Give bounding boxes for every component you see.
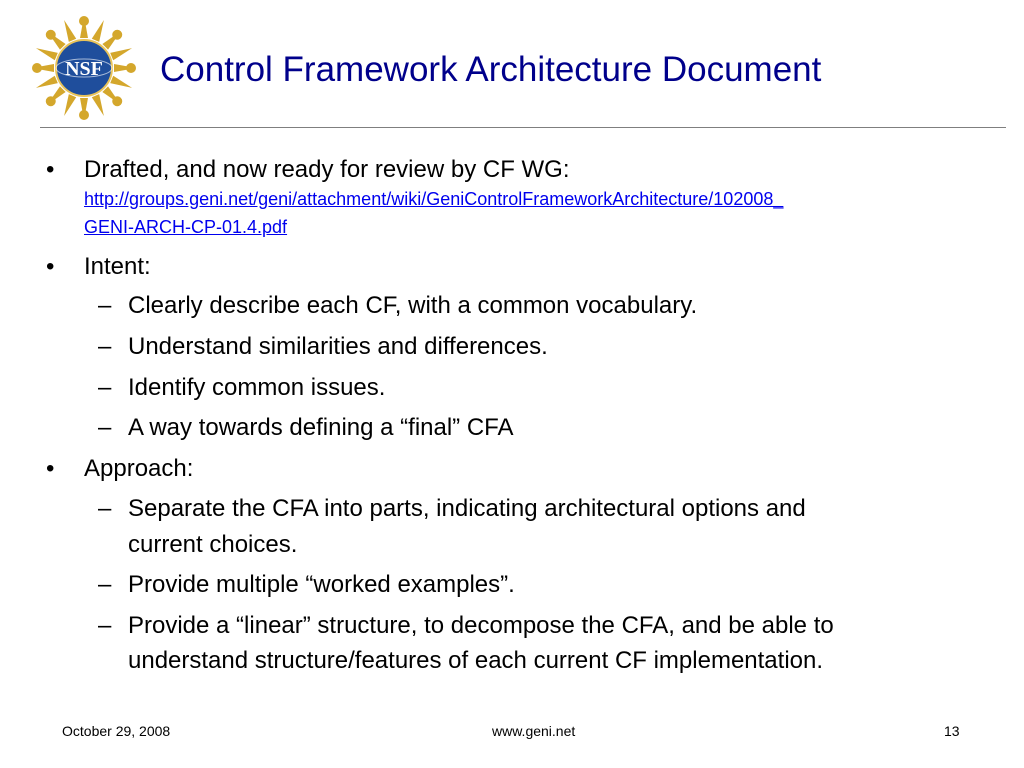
approach-item: Provide multiple “worked examples”. (128, 571, 515, 598)
dash-marker: – (98, 495, 112, 522)
footer-date: October 29, 2008 (62, 723, 171, 739)
logo-text: NSF (65, 58, 103, 80)
bullet-marker: • (46, 253, 55, 280)
footer-website: www.geni.net (492, 723, 576, 739)
intent-heading: Intent: (84, 253, 151, 280)
dash-marker: – (98, 414, 112, 441)
dash-marker: – (98, 374, 112, 401)
intent-item: A way towards defining a “final” CFA (128, 414, 514, 441)
footer-page-number: 13 (944, 723, 960, 739)
title-divider (40, 127, 1006, 128)
intent-item: Identify common issues. (128, 374, 386, 401)
document-link-line-1[interactable]: http://groups.geni.net/geni/attachment/wiki/GeniControlFrameworkArchitecture/102008_ (84, 189, 784, 209)
slide-title: Control Framework Architecture Document (160, 50, 822, 89)
approach-heading: Approach: (84, 455, 194, 482)
dash-marker: – (98, 333, 112, 360)
intent-item: Clearly describe each CF, with a common vocabulary. (128, 292, 698, 319)
bullet-marker: • (46, 156, 55, 183)
dash-marker: – (98, 292, 112, 319)
bullet-marker: • (46, 455, 55, 482)
approach-item-continued: understand structure/features of each current CF implementation. (128, 647, 824, 674)
approach-item: Separate the CFA into parts, indicating architectural options and (128, 495, 806, 522)
nsf-logo (30, 14, 138, 122)
approach-item-continued: current choices. (128, 531, 298, 558)
document-link-line-2[interactable]: GENI-ARCH-CP-01.4.pdf (84, 217, 288, 237)
intent-item: Understand similarities and differences. (128, 333, 548, 360)
approach-item: Provide a “linear” structure, to decompose the CFA, and be able to (128, 612, 834, 639)
dash-marker: – (98, 571, 112, 598)
dash-marker: – (98, 612, 112, 639)
drafted-text: Drafted, and now ready for review by CF WG: (84, 156, 570, 183)
